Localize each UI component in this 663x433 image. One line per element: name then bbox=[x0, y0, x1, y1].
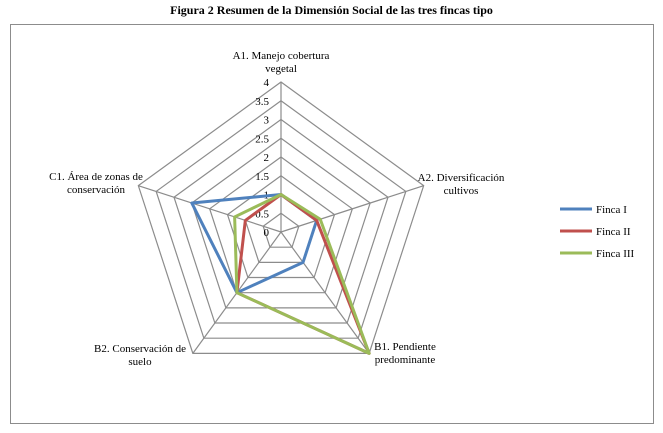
tick-label-1-5: 1.5 bbox=[255, 170, 269, 183]
axis-label-4: B2. Conservación de suelo bbox=[94, 343, 186, 368]
axis-label-1: A1. Manejo cobertura vegetal bbox=[232, 50, 330, 75]
legend-label-2: Finca II bbox=[596, 226, 631, 238]
axis-label-2: A2. Diversificación cultivos bbox=[417, 172, 505, 197]
tick-label-3: 3 bbox=[263, 114, 269, 127]
tick-label-4: 4 bbox=[263, 77, 269, 89]
tick-label-2-5: 2.5 bbox=[255, 133, 269, 146]
tick-label-0: 0 bbox=[263, 227, 269, 239]
tick-label-3-5: 3.5 bbox=[255, 95, 269, 108]
tick-label-2: 2 bbox=[263, 152, 269, 164]
axis-label-3: B1. Pendiente predominante bbox=[374, 341, 436, 366]
axis-labels bbox=[49, 50, 505, 368]
tick-label-1: 1 bbox=[263, 189, 269, 202]
legend-label-3: Finca III bbox=[596, 248, 635, 260]
legend-label-1: Finca I bbox=[596, 204, 627, 216]
tick-label-0-5: 0.5 bbox=[255, 208, 269, 221]
tick-labels bbox=[255, 77, 269, 239]
figure-caption: Figura 2 Resumen de la Dimensión Social de las tres fincas tipo bbox=[170, 3, 493, 17]
legend bbox=[560, 204, 635, 260]
axis-label-5: C1. Área de zonas de conservación bbox=[49, 171, 143, 196]
